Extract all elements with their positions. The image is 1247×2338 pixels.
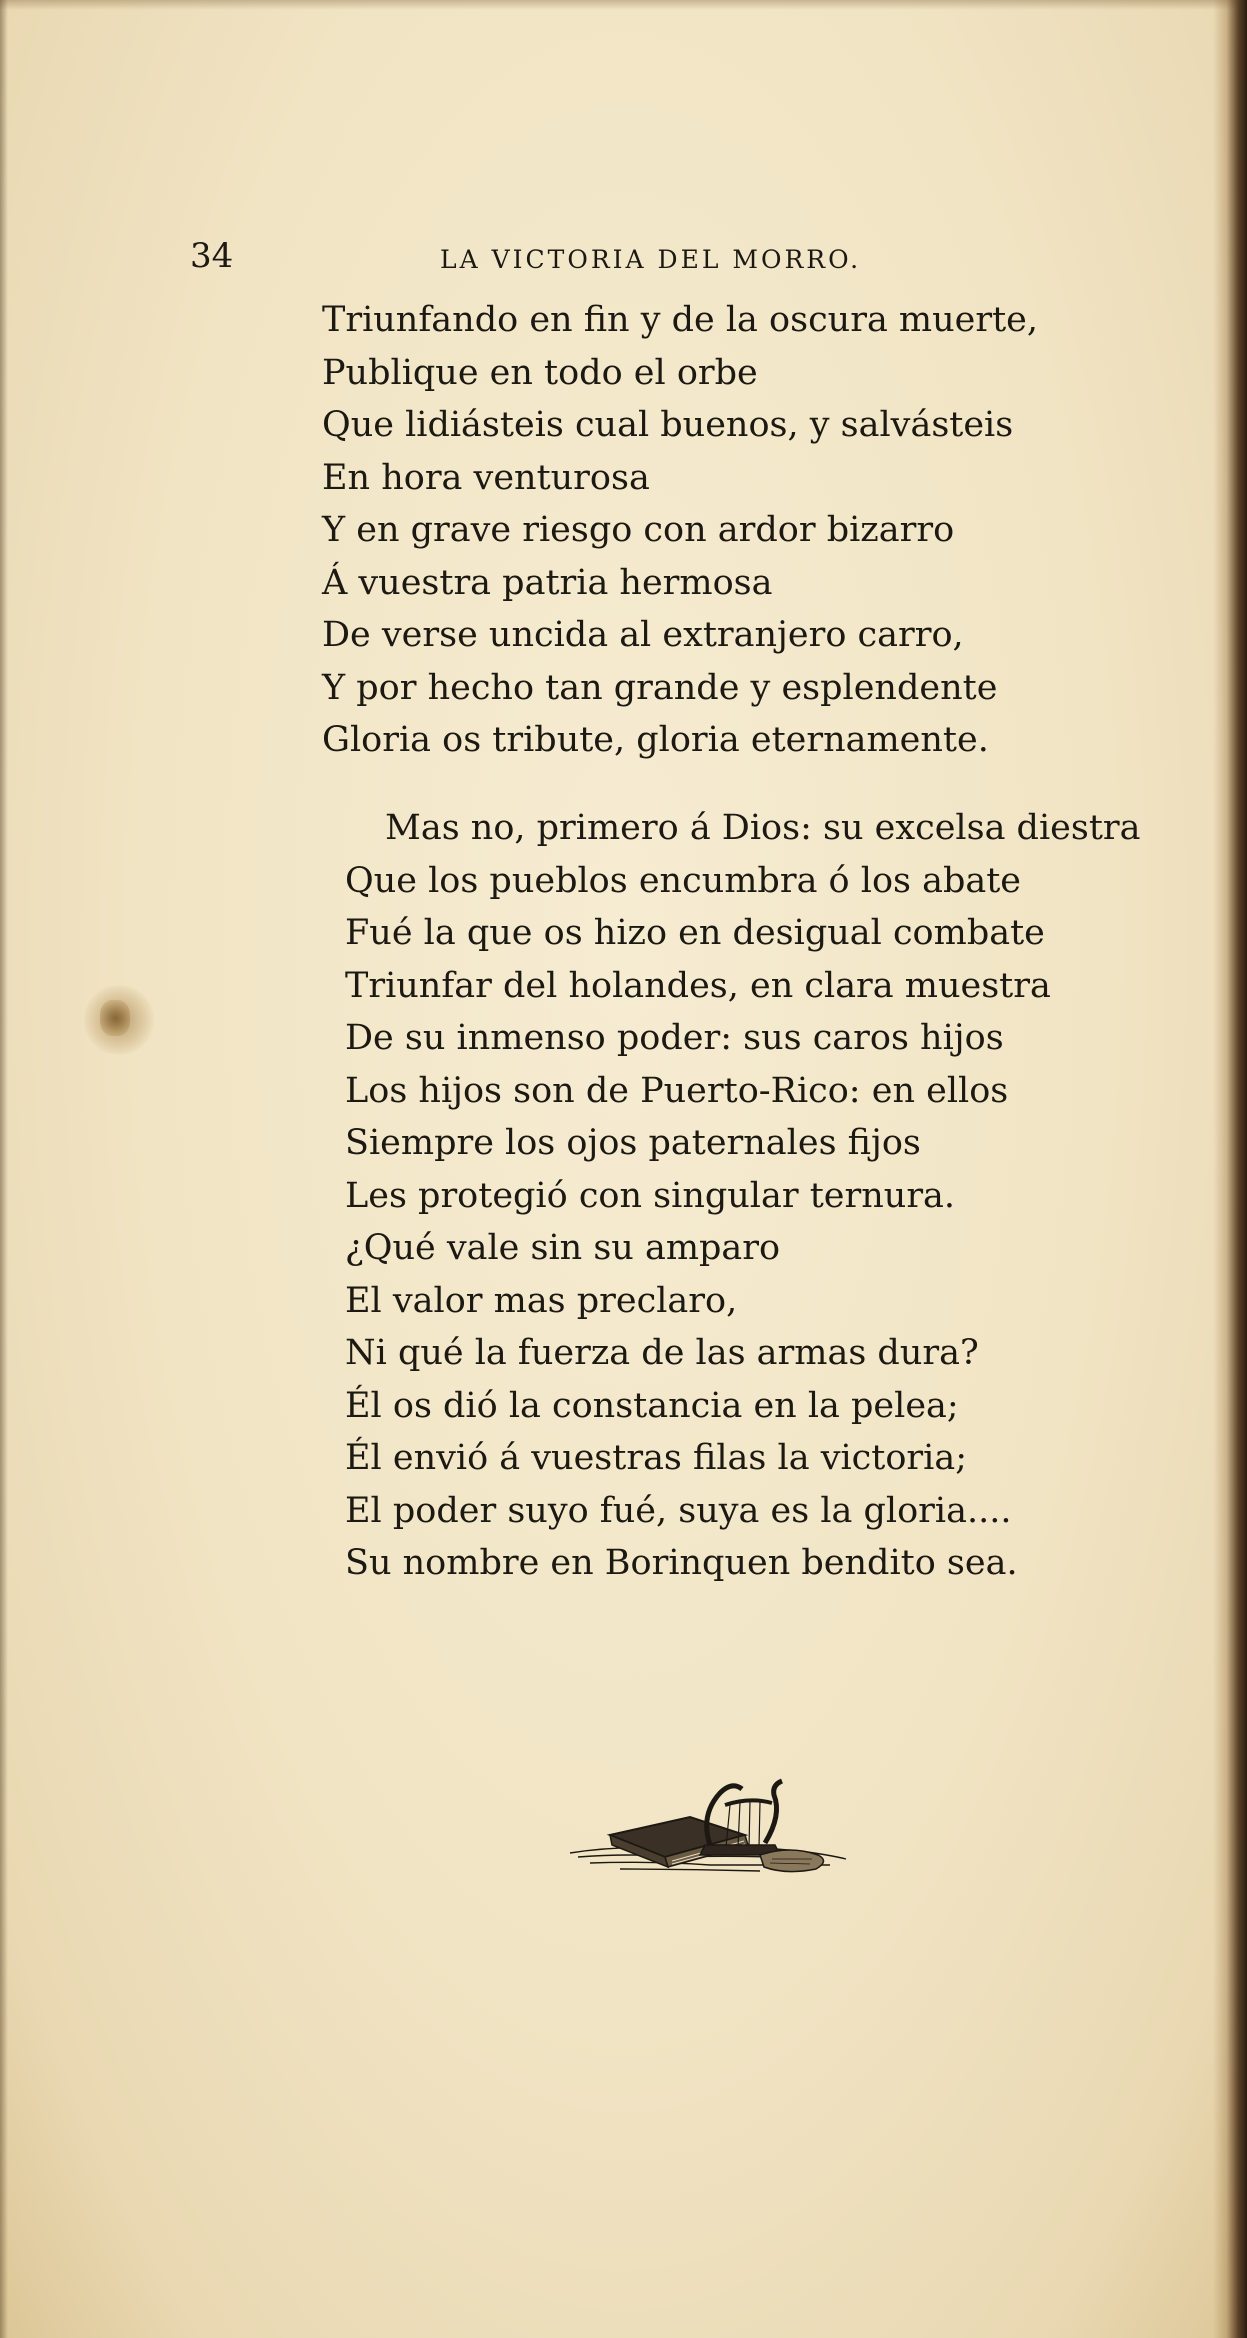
- verse-line: Y por hecho tan grande y esplendente: [322, 667, 998, 708]
- stanza-1: [322, 294, 1038, 767]
- verse-line: El valor mas preclaro,: [345, 1280, 738, 1321]
- verse-line: Ni qué la fuerza de las armas dura?: [345, 1333, 979, 1373]
- verse-line: De verse uncida al extranjero carro,: [322, 615, 964, 655]
- verse-line: Él os dió la constancia en la pelea;: [345, 1385, 959, 1426]
- verse-line: Y en grave riesgo con ardor bizarro: [322, 510, 955, 550]
- verse-line: Mas no, primero á Dios: su excelsa diestra: [385, 808, 1141, 848]
- verse-line: Triunfando en fin y de la oscura muerte,: [322, 300, 1039, 340]
- page-left-edge: [0, 0, 8, 2338]
- running-head: LA VICTORIA DEL MORRO.: [440, 245, 862, 274]
- verse-line: Los hijos son de Puerto-Rico: en ellos: [345, 1070, 1009, 1111]
- verse-line: Fué la que os hizo en desigual combate: [345, 913, 1045, 953]
- verse-line: En hora venturosa: [322, 457, 650, 498]
- verse-line: Él envió á vuestras filas la victoria;: [345, 1438, 967, 1478]
- verse-line: El poder suyo fué, suya es la gloria....: [345, 1490, 1012, 1531]
- stanza-2: [345, 802, 1141, 1590]
- paper-stain-core: [100, 1000, 130, 1036]
- verse-line: Les protegió con singular ternura.: [345, 1175, 956, 1216]
- verse-line: Que lidiásteis cual buenos, y salvásteis: [322, 405, 1014, 445]
- lyre-and-book-vignette-icon: [560, 1775, 850, 1895]
- verse-line: Que los pueblos encumbra ó los abate: [345, 860, 1022, 901]
- page-top-edge: [0, 0, 1247, 10]
- verse-line: De su inmenso poder: sus caros hijos: [345, 1018, 1004, 1058]
- verse-line: Su nombre en Borinquen bendito sea.: [345, 1543, 1018, 1583]
- verse-line: Á vuestra patria hermosa: [322, 562, 773, 603]
- verse-line: ¿Qué vale sin su amparo: [345, 1228, 781, 1268]
- binding-edge: [1213, 0, 1247, 2338]
- verse-line: Triunfar del holandes, en clara muestra: [345, 965, 1051, 1006]
- verse-line: Siempre los ojos paternales fijos: [345, 1123, 921, 1163]
- verse-line: Gloria os tribute, gloria eternamente.: [322, 720, 989, 760]
- verse-line: Publique en todo el orbe: [322, 352, 758, 393]
- page-number: 34: [190, 236, 234, 276]
